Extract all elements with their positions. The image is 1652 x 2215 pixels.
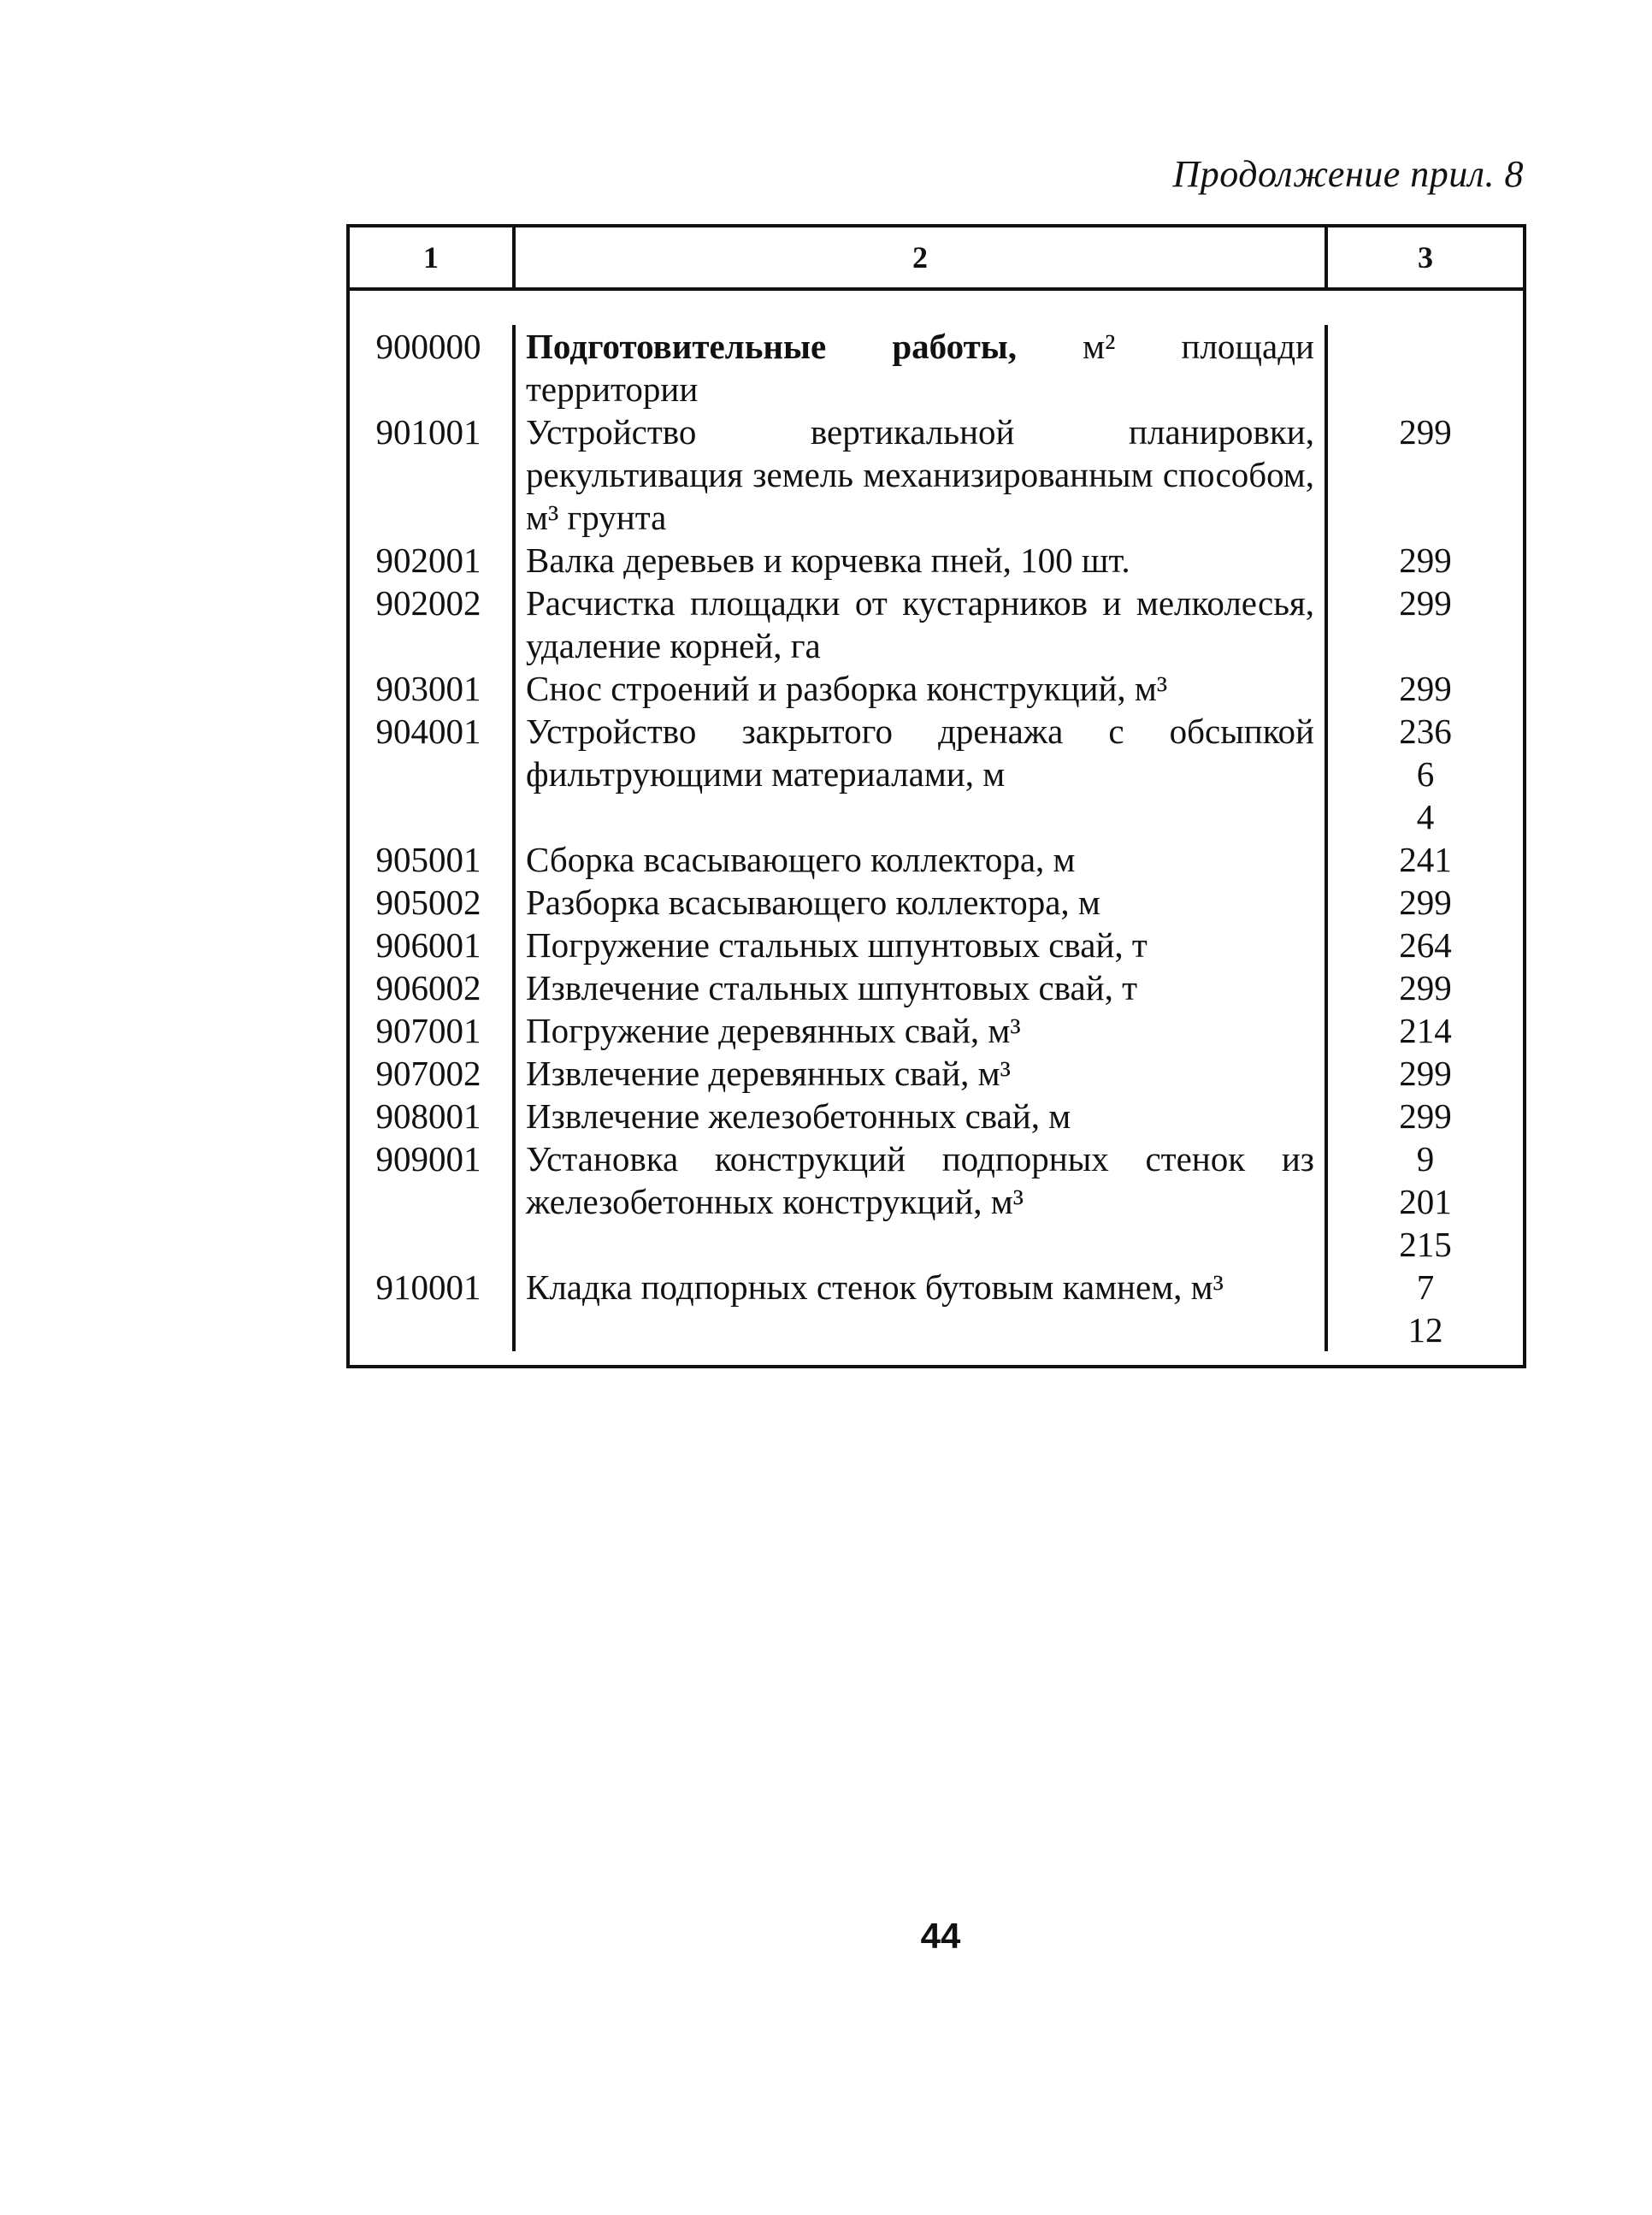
row-description: Снос строений и разборка конструкций, м³: [512, 667, 1325, 710]
row-value: 215: [1399, 1225, 1452, 1264]
row-values: [1325, 838, 1523, 881]
row-value: 299: [1399, 883, 1452, 922]
row-value: 264: [1399, 925, 1452, 965]
row-values: [1325, 1009, 1523, 1052]
row-value: 7: [1416, 1267, 1435, 1307]
row-values: [1325, 966, 1523, 1009]
row-code: 908001: [375, 1096, 481, 1136]
row-value: 299: [1399, 540, 1452, 580]
page-number: 44: [920, 1916, 961, 1956]
row-description: Установка конструкций подпорных стенок из железобетонных конструкций, м³: [512, 1137, 1325, 1266]
row-values: [1325, 881, 1523, 924]
works-table: [346, 224, 1526, 1368]
row-value: 299: [1399, 669, 1452, 708]
row-value: 214: [1399, 1011, 1452, 1050]
column-header-1: 1: [423, 240, 439, 275]
column-header-2: 2: [512, 227, 1325, 287]
row-values: [1325, 1137, 1523, 1266]
row-description: Устройство вертикальной планировки, рекультивация земель механизированным способом, м³ грунта: [512, 411, 1325, 539]
row-description: Извлечение стальных шпунтовых свай, т: [512, 966, 1325, 1009]
section-unit: м² площади территории: [526, 327, 1314, 409]
row-values: [1325, 582, 1523, 667]
row-code: 901001: [375, 412, 481, 452]
table-row: [350, 411, 1523, 539]
table-row: [350, 1266, 1523, 1351]
row-description: Сборка всасывающего коллектора, м: [512, 838, 1325, 881]
table-row: [350, 1009, 1523, 1052]
row-values: [1325, 710, 1523, 838]
section-title: Подготовительные работы,: [526, 327, 1017, 366]
table-row: [350, 667, 1523, 710]
table-body: [350, 291, 1523, 1365]
row-description: Погружение стальных шпунтовых свай, т: [512, 924, 1325, 966]
row-description: Кладка подпорных стенок бутовым камнем, м³: [512, 1266, 1325, 1351]
row-code: 904001: [375, 712, 481, 751]
row-code: 906002: [375, 968, 481, 1007]
row-value: 9: [1416, 1139, 1435, 1178]
row-code: 905001: [375, 840, 481, 879]
row-values: [1325, 1095, 1523, 1137]
row-value: 241: [1399, 840, 1452, 879]
row-value: 299: [1399, 1054, 1452, 1093]
row-values: [1325, 1052, 1523, 1095]
row-description: Извлечение деревянных свай, м³: [512, 1052, 1325, 1095]
table-row: [350, 881, 1523, 924]
row-value: 236: [1399, 712, 1452, 751]
table-row: [350, 1052, 1523, 1095]
table-row: [350, 838, 1523, 881]
column-header-3: 3: [1325, 227, 1523, 287]
table-row: [350, 966, 1523, 1009]
row-values: [1325, 539, 1523, 582]
row-description: Извлечение железобетонных свай, м: [512, 1095, 1325, 1137]
row-values: [1325, 1266, 1523, 1351]
table-row: [350, 1095, 1523, 1137]
row-values: [1325, 411, 1523, 539]
row-code: 906001: [375, 925, 481, 965]
row-values: [1325, 325, 1523, 411]
table-header-row: [350, 227, 1523, 291]
row-values: [1325, 667, 1523, 710]
row-code: 905002: [375, 883, 481, 922]
row-code: 907001: [375, 1011, 481, 1050]
row-description: Валка деревьев и корчевка пней, 100 шт.: [512, 539, 1325, 582]
row-code: 909001: [375, 1139, 481, 1178]
row-value: 299: [1399, 412, 1452, 452]
row-description: [512, 325, 1325, 411]
row-code: 903001: [375, 669, 481, 708]
table-row: [350, 1137, 1523, 1266]
row-code: 902002: [375, 583, 481, 623]
row-value: 6: [1416, 754, 1435, 794]
row-description: Погружение деревянных свай, м³: [512, 1009, 1325, 1052]
table-row: [350, 539, 1523, 582]
table-row: [350, 924, 1523, 966]
row-value: 299: [1399, 1096, 1452, 1136]
table-row: [350, 710, 1523, 838]
row-value: 4: [1416, 797, 1435, 836]
row-description: Разборка всасывающего коллектора, м: [512, 881, 1325, 924]
row-code: 900000: [375, 327, 481, 366]
row-value: 201: [1399, 1182, 1452, 1221]
row-description: Расчистка площадки от кустарников и мелколесья, удаление корней, га: [512, 582, 1325, 667]
row-values: [1325, 924, 1523, 966]
row-value: 299: [1399, 583, 1452, 623]
row-code: 907002: [375, 1054, 481, 1093]
row-value: 12: [1407, 1310, 1443, 1350]
row-value: 299: [1399, 968, 1452, 1007]
row-description: Устройство закрытого дренажа с обсыпкой фильтрующими материалами, м: [512, 710, 1325, 838]
continuation-header: Продолжение прил. 8: [1172, 153, 1524, 195]
table-row: [350, 582, 1523, 667]
row-code: 902001: [375, 540, 481, 580]
row-code: 910001: [375, 1267, 481, 1307]
table-row: [350, 325, 1523, 411]
